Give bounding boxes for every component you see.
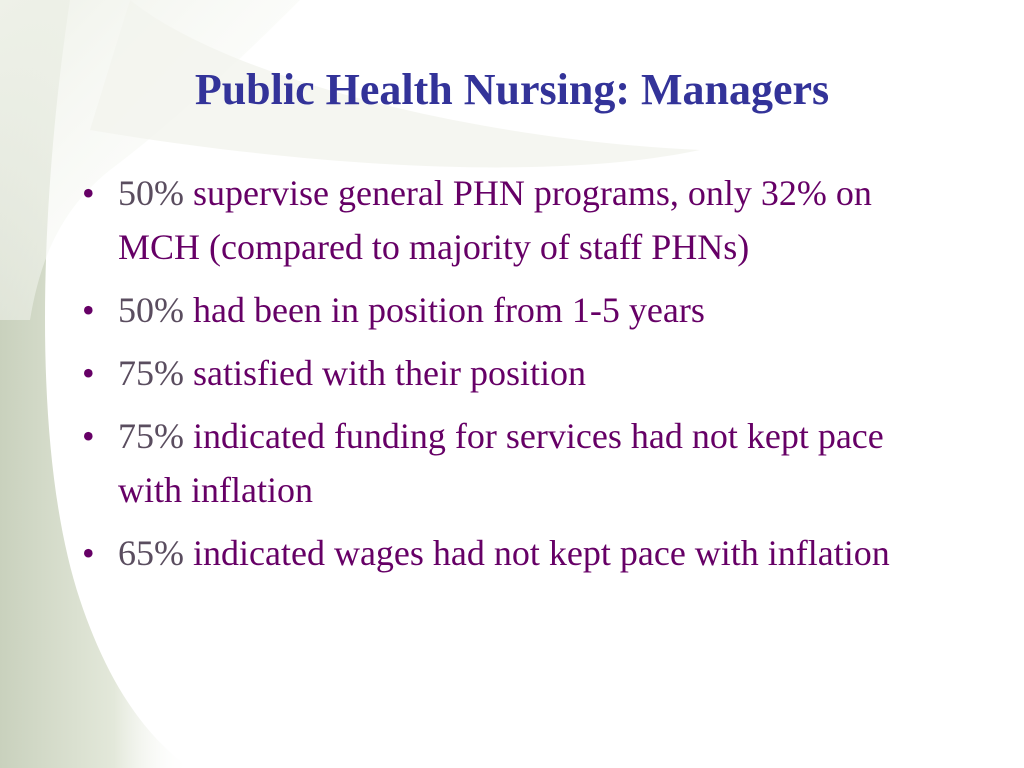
bullet-dot-icon: • bbox=[82, 290, 95, 330]
bullet-item bbox=[82, 526, 952, 580]
bullet-percent: 65% bbox=[118, 533, 184, 573]
bullet-item bbox=[82, 346, 952, 400]
slide-title: Public Health Nursing: Managers bbox=[194, 65, 830, 114]
bullet-percent: 50% bbox=[118, 290, 184, 330]
bullet-item bbox=[82, 283, 952, 337]
bullet-dot-icon: • bbox=[82, 353, 95, 393]
bullet-item bbox=[82, 409, 952, 517]
bullet-text: supervise general PHN programs, only 32% on MCH (compared to majority of staff PHNs) bbox=[118, 173, 872, 267]
bullet-dot-icon: • bbox=[82, 533, 95, 573]
bullet-text: had been in position from 1-5 years bbox=[184, 290, 705, 330]
bullet-text: satisfied with their position bbox=[184, 353, 586, 393]
bullet-percent: 50% bbox=[118, 173, 184, 213]
bullet-list bbox=[82, 166, 952, 589]
bullet-text: indicated wages had not kept pace with inflation bbox=[184, 533, 890, 573]
bullet-dot-icon: • bbox=[82, 416, 95, 456]
bullet-percent: 75% bbox=[118, 353, 184, 393]
bullet-percent: 75% bbox=[118, 416, 184, 456]
bullet-item bbox=[82, 166, 952, 274]
bullet-dot-icon: • bbox=[82, 173, 95, 213]
bullet-text: indicated funding for services had not kept pace with inflation bbox=[118, 416, 884, 510]
